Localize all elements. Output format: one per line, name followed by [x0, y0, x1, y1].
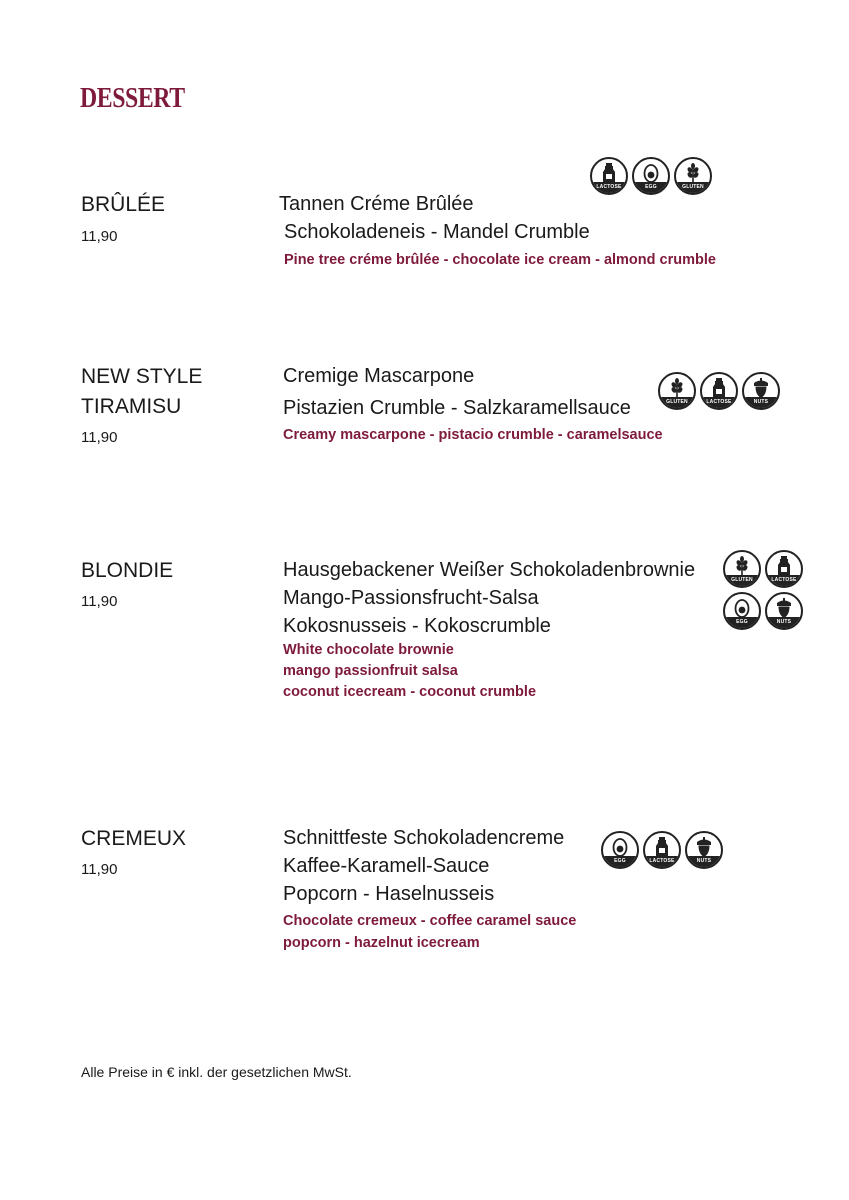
allergen-label: LACTOSE	[767, 575, 801, 586]
german-description-line: Hausgebackener Weißer Schokoladenbrownie	[283, 559, 696, 581]
page-title: DESSERT	[80, 82, 185, 114]
dish-name: BRÛLÉE	[81, 193, 166, 216]
english-description-line: Chocolate cremeux - coffee caramel sauce	[283, 913, 577, 929]
allergen-label: LACTOSE	[645, 856, 679, 867]
german-description-line: Popcorn - Haselnusseis	[283, 883, 495, 905]
dish-description	[279, 190, 716, 271]
german-description-line: Mango-Passionsfrucht-Salsa	[283, 587, 539, 609]
german-description-line: Schokoladeneis - Mandel Crumble	[284, 221, 590, 243]
allergen-label: EGG	[603, 856, 637, 867]
english-description-line: Pine tree créme brûlée - chocolate ice cream - almond crumble	[284, 252, 716, 268]
allergen-icons	[723, 550, 807, 630]
english-description-line: Creamy mascarpone - pistacio crumble - caramelsauce	[283, 427, 663, 443]
allergen-icons	[658, 372, 790, 410]
allergen-badge	[601, 831, 639, 869]
dish-price: 11,90	[81, 429, 118, 446]
allergen-icons	[601, 831, 733, 869]
english-description-line: popcorn - hazelnut icecream	[283, 935, 480, 951]
allergen-badge	[765, 592, 803, 630]
allergen-badge	[723, 592, 761, 630]
dish-name: NEW STYLE TIRAMISU	[81, 365, 203, 418]
allergen-badge	[742, 372, 780, 410]
allergen-label: NUTS	[744, 397, 778, 408]
allergen-badge	[643, 831, 681, 869]
dish-price: 11,90	[81, 861, 118, 878]
dish-description	[283, 362, 663, 446]
dish-description	[283, 556, 695, 703]
allergen-label: NUTS	[767, 617, 801, 628]
allergen-badge	[723, 550, 761, 588]
german-description-line: Tannen Créme Brûlée	[279, 193, 474, 215]
allergen-label: LACTOSE	[592, 182, 626, 193]
allergen-label: EGG	[725, 617, 759, 628]
english-description-line: White chocolate brownie	[283, 642, 454, 658]
german-description-line: Pistazien Crumble - Salzkaramellsauce	[283, 397, 631, 419]
allergen-badge	[658, 372, 696, 410]
german-description-line: Schnittfeste Schokoladencreme	[283, 827, 565, 849]
dish-price: 11,90	[81, 593, 118, 610]
dish-name: CREMEUX	[81, 827, 187, 850]
german-description-line: Cremige Mascarpone	[283, 365, 475, 387]
allergen-badge	[674, 157, 712, 195]
allergen-badge	[700, 372, 738, 410]
english-description-line: mango passionfruit salsa	[283, 663, 458, 679]
allergen-label: NUTS	[687, 856, 721, 867]
allergen-label: GLUTEN	[725, 575, 759, 586]
allergen-badge	[632, 157, 670, 195]
allergen-label: EGG	[634, 182, 668, 193]
allergen-badge	[685, 831, 723, 869]
allergen-badge	[765, 550, 803, 588]
allergen-badge	[590, 157, 628, 195]
english-description-line: coconut icecream - coconut crumble	[283, 684, 537, 700]
allergen-label: GLUTEN	[676, 182, 710, 193]
dish-name: BLONDIE	[81, 559, 174, 582]
allergen-label: LACTOSE	[702, 397, 736, 408]
dish-description	[283, 824, 576, 954]
allergen-label: GLUTEN	[660, 397, 694, 408]
price-note: Alle Preise in € inkl. der gesetzlichen MwSt.	[81, 1064, 352, 1080]
german-description-line: Kokosnusseis - Kokoscrumble	[283, 615, 551, 637]
german-description-line: Kaffee-Karamell-Sauce	[283, 855, 490, 877]
allergen-icons	[590, 157, 722, 195]
dish-price: 11,90	[81, 228, 118, 245]
